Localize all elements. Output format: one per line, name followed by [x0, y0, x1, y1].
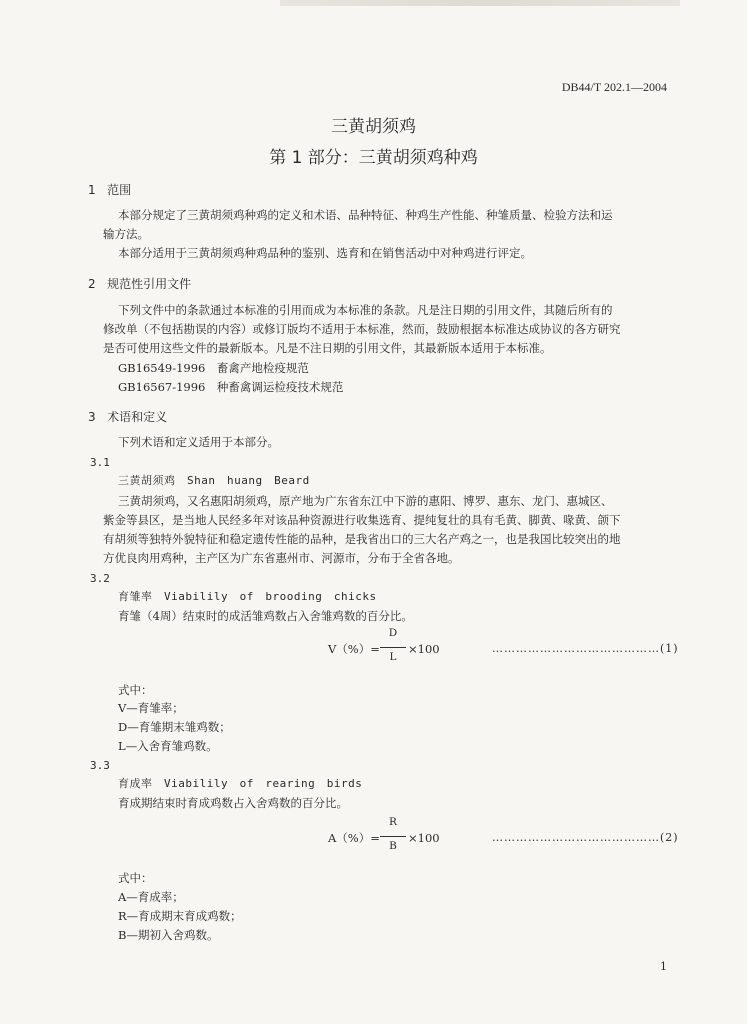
clause-3-1-number: 3.1: [90, 456, 110, 469]
clause-3-1-definition-line-1: 三黄胡须鸡，又名惠阳胡须鸡，原产地为广东省东江中下游的惠阳、博罗、惠东、龙门、惠城区、: [118, 494, 613, 508]
document-title: 三黄胡须鸡: [331, 117, 416, 137]
formula-1-where: 式中：: [118, 683, 153, 697]
reference-gb16549: GB16549-1996 畜禽产地检疫规范: [118, 361, 309, 375]
clause-3-2-term: 育雏率 Viabilily of brooding chicks: [118, 590, 377, 603]
section-2-paragraph-line-2: 修改单（不包括勘误的内容）或修订版均不适用于本标准，然而，鼓励根据本标准达成协议的各方研究: [103, 322, 621, 336]
section-title: 规范性引用文件: [107, 277, 192, 291]
scan-artifact-top: [280, 0, 680, 6]
section-1-paragraph-1-line-2: 输方法。: [103, 227, 149, 241]
formula-2-left: A（%）=: [328, 831, 380, 845]
formula-2-where: 式中：: [118, 871, 153, 885]
section-2-paragraph-line-3: 是否可使用这些文件的最新版本。凡是不注日期的引用文件，其最新版本适用于本标准。: [103, 341, 552, 355]
clause-3-1-definition-line-3: 有胡须等独特外貌特征和稳定遗传性能的品种，是我省出口的三大名产鸡之一，也是我国比较突出的地: [103, 532, 621, 546]
formula-1-equation-number: ……………………………………(1): [492, 642, 679, 655]
clause-3-1-definition-line-2: 紫金等县区，是当地人民经多年对该品种资源进行收集选育、提纯复壮的具有毛黄、脚黄、喙黄、颌下: [103, 513, 621, 527]
formula-2-fraction-bar: [380, 836, 406, 837]
clause-3-1-definition-line-4: 方优良肉用鸡种，主产区为广东省惠州市、河源市，分布于全省各地。: [103, 551, 460, 565]
formula-1-multiplier: ×100: [408, 642, 440, 656]
section-number: 2: [88, 277, 96, 291]
section-3-intro: 下列术语和定义适用于本部分。: [118, 435, 279, 449]
section-number: 3: [88, 410, 96, 424]
formula-2-variable-a: A—育成率；: [118, 890, 184, 904]
clause-3-1-term: 三黄胡须鸡 Shan huang Beard: [118, 474, 310, 487]
formula-1-numerator: D: [388, 627, 398, 639]
document-subtitle: 第 1 部分：三黄胡须鸡种鸡: [269, 148, 478, 168]
section-2-heading: [88, 275, 191, 292]
formula-2-equation-number: ……………………………………(2): [492, 831, 679, 844]
section-1-paragraph-1-line-1: 本部分规定了三黄胡须鸡种鸡的定义和术语、品种特征、种鸡生产性能、种雏质量、检验方法和运: [118, 208, 613, 222]
clause-3-3-definition: 育成期结束时育成鸡数占入舍鸡数的百分比。: [118, 796, 348, 810]
formula-1-left: V（%）=: [328, 642, 380, 656]
section-1-heading: [88, 181, 131, 198]
clause-3-2-number: 3.2: [90, 572, 110, 585]
page-number: 1: [660, 960, 667, 973]
section-title: 术语和定义: [107, 410, 168, 424]
reference-gb16567: GB16567-1996 种畜禽调运检疫技术规范: [118, 380, 344, 394]
section-number: 1: [88, 183, 96, 197]
clause-3-3-number: 3.3: [90, 759, 110, 772]
section-3-heading: [88, 408, 167, 425]
section-2-paragraph-line-1: 下列文件中的条款通过本标准的引用而成为本标准的条款。凡是注日期的引用文件，其随后所有的: [118, 303, 613, 317]
formula-2-multiplier: ×100: [408, 831, 440, 845]
formula-2-denominator: B: [389, 840, 397, 852]
formula-2-variable-b: B—期初入舍鸡数。: [118, 928, 219, 942]
section-1-paragraph-2: 本部分适用于三黄胡须鸡种鸡品种的鉴别、选育和在销售活动中对种鸡进行评定。: [118, 246, 532, 260]
formula-1-variable-d: D—育雏期末雏鸡数；: [118, 720, 231, 734]
formula-1-variable-l: L—入舍育雏鸡数。: [118, 739, 218, 753]
clause-3-3-term: 育成率 Viabilily of rearing birds: [118, 777, 363, 790]
formula-2-variable-r: R—育成期末育成鸡数；: [118, 909, 242, 923]
standard-code: DB44/T 202.1—2004: [561, 80, 667, 94]
formula-1-fraction-bar: [380, 647, 406, 648]
section-title: 范围: [107, 183, 132, 197]
clause-3-2-definition: 育雏（4周）结束时的成活雏鸡数占入舍雏鸡数的百分比。: [118, 609, 413, 623]
formula-1-denominator: L: [389, 651, 397, 663]
formula-2-numerator: R: [389, 816, 397, 828]
formula-1-variable-v: V—育雏率；: [118, 701, 184, 715]
